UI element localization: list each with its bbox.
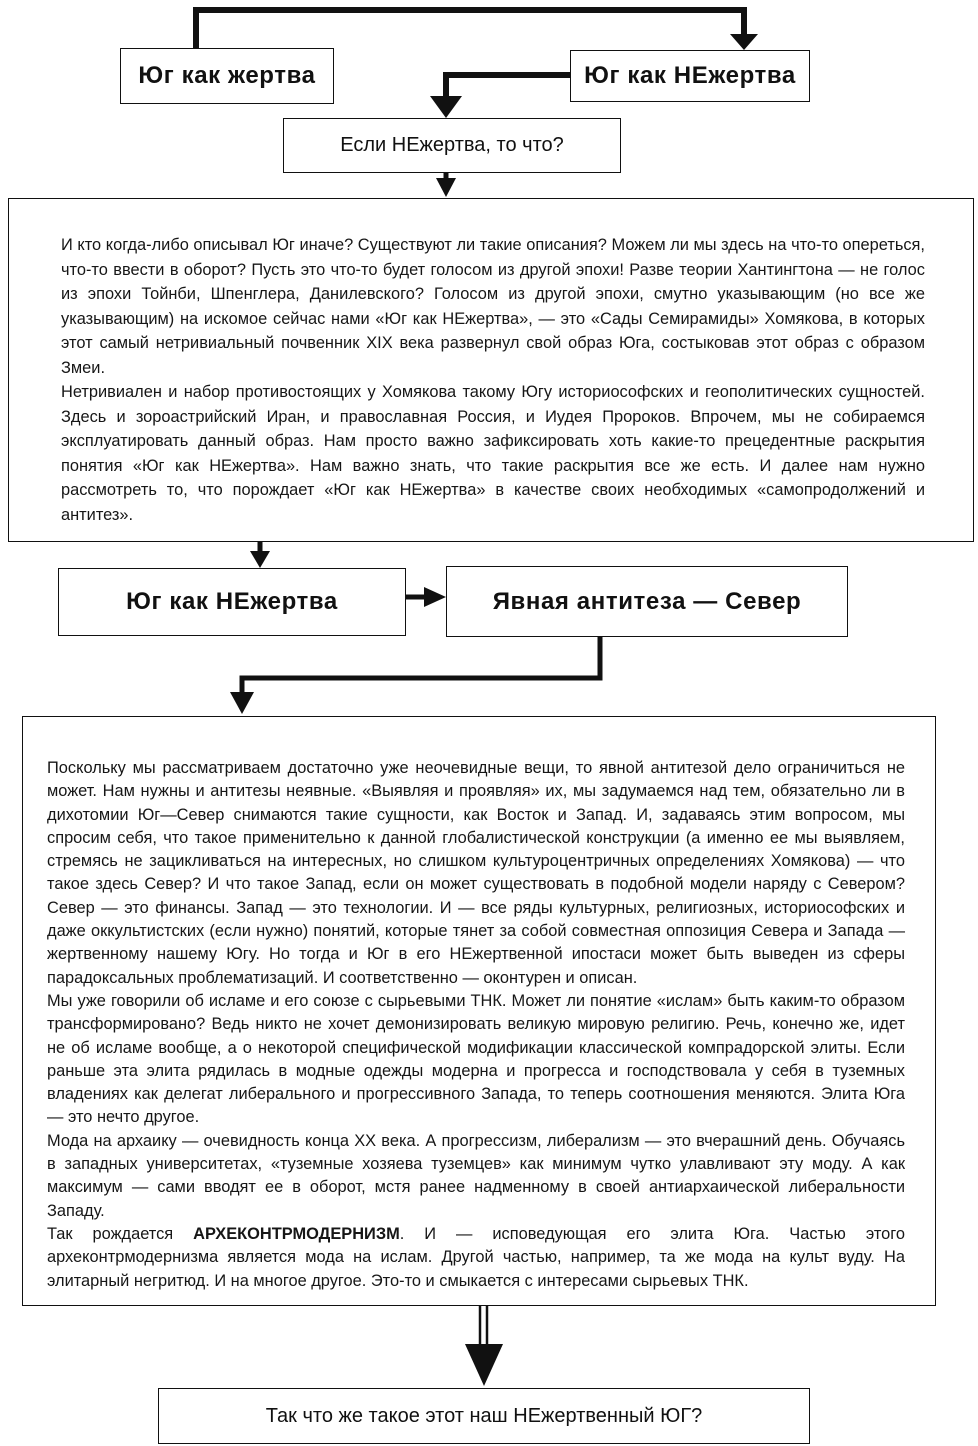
arrowhead-into-antithesis xyxy=(424,587,446,607)
text-block-precedents-paragraph-2: Нетривиален и набор противостоящих у Хомякова такому Югу историософских и геополитических сущностей. Здесь и зороастрийский Иран, и православная Россия, и Иудея Пророков. Впрочем, мы не собираемся эксплуатировать данный образ. Нам просто важно зафиксировать хоть какие-то прецедентные раскрытия понятия «Юг как НЕжертва». Нам важно знать, что такие раскрытия все же есть. И далее нам нужно рассмотреть то, что порождает «Юг как НЕжертва» в качестве своих необходимых «самопродолжений и антитез». xyxy=(61,383,925,524)
arrowhead-into-nonvictim xyxy=(730,34,758,50)
text-block-implicit-antitheses-paragraph-4 xyxy=(47,1223,905,1293)
text-block-precedents-paragraph-1: И кто когда-либо описывал Юг иначе? Существуют ли такие описания? Можем ли мы здесь на что-то опереться, что-то ввести в оборот? Пусть это что-то будет голосом из другой эпохи! Разве теории Хантингтона — не голос из эпохи Тойнби, Шпенглера, Данилевского? Голосом из другой эпохи, смутно указывающим (но все же указывающим) на искомое сейчас нами «Юг как НЕжертва», — это «Сады Семирамиды» Хомякова, в которых этот самый нетривиальный почвенник XIX века развернул свой образ Юга, состыковав этот образ с образом Змеи. xyxy=(61,236,925,377)
node-south-as-nonvictim-top xyxy=(570,50,810,102)
node-south-as-nonvictim-top-label: Юг как НЕжертва xyxy=(584,62,796,89)
term-archecontrmodernism: АРХЕКОНТРМОДЕРНИЗМ xyxy=(193,1224,400,1243)
node-final-question xyxy=(158,1388,810,1444)
node-south-as-nonvictim-mid-label: Юг как НЕжертва xyxy=(126,588,338,615)
node-explicit-antithesis-north xyxy=(446,566,848,637)
arrowhead-into-text1 xyxy=(436,178,456,197)
node-south-as-victim xyxy=(120,48,334,104)
connector-nonvictim-to-question xyxy=(446,75,570,98)
arrowhead-into-text2 xyxy=(230,692,254,714)
node-south-as-victim-label: Юг как жертва xyxy=(138,62,316,89)
node-south-as-nonvictim-mid xyxy=(58,568,406,636)
arrowhead-into-mid-nonvictim xyxy=(250,551,270,568)
paragraph-4-rest: . И — исповедующая его элита Юга. Частью этого археконтрмодернизма является мода на ислам. Другой частью, например, та же мода на культ вуду. На элитарный негритюд. И на многое другое. Это-то и смыкается с интересами сырьевых ТНК. xyxy=(47,1224,905,1290)
node-final-question-label: Так что же такое этот наш НЕжертвенный ЮГ? xyxy=(265,1404,703,1427)
text-block-precedents xyxy=(8,198,974,542)
paragraph-4-lead: Так рождается xyxy=(47,1224,194,1243)
node-if-nonvictim-question-label: Если НЕжертва, то что? xyxy=(340,134,564,156)
connector-antithesis-to-text2 xyxy=(242,636,600,694)
text-block-implicit-antitheses xyxy=(22,716,936,1306)
node-explicit-antithesis-north-label: Явная антитеза — Север xyxy=(492,587,802,615)
arrowhead-into-question xyxy=(430,96,462,118)
connector-victim-to-nonvictim xyxy=(196,10,744,48)
text-block-implicit-antitheses-paragraph-1: Поскольку мы рассматриваем достаточно уже неочевидные вещи, то явной антитезой дело ограничиться не может. Нам нужны и антитезы неявные. «Выявляя и проявляя» их, мы задумаемся над тем, обязательно ли в дихотомии Юг—Север снимаются такие сущности, как Восток и Запад. И, задаваясь этим вопросом, мы спросим себя, что такое применительно к данной глобалистической конструкции (а именно ее мы выявляем, стремясь не зацикливаться на интересных, но слишком культуроцентричных определениях Хомякова) — что такое здесь Север? И что такое Запад, если он может существовать в подобной модели наряду с Севером? Север — это финансы. Запад — это технологии. И — все ряды культурных, религиозных, историософских и даже оккультистских (если нужно) понятий, которые тянет за собой совместная оппозиция Севера и Запада — жертвенному нашему Югу. Но тогда и Юг в его НЕжертвенной ипостаси может быть выведен из сферы парадоксальных проблематизаций. И соответственно — оконтурен и описан. xyxy=(47,759,905,987)
arrowhead-into-final-question xyxy=(465,1344,503,1386)
text-block-implicit-antitheses-paragraph-3: Мода на архаику — очевидность конца XX века. А прогрессизм, либерализм — это вчерашний день. Обучаясь в западных университетах, «туземные хозяева туземцев» как минимум чутко улавливают эту моду. А как максимум — сами вводят ее в оборот, мстя ранее надменному в своей антиархаической либеральности Западу. xyxy=(47,1131,905,1220)
node-if-nonvictim-question xyxy=(283,118,621,173)
text-block-implicit-antitheses-paragraph-2: Мы уже говорили об исламе и его союзе с сырьевыми ТНК. Может ли понятие «ислам» быть каким-то образом трансформировано? Ведь никто не хочет демонизировать великую мировую религию. Речь, конечно же, идет не об исламе вообще, а о некоторой специфической модификации классической компрадорской элиты. Если раньше эта элита рядилась в модные одежды модерна и прогресса и господствовала у себя в туземных владениях как делегат либерального и прогрессивного Запада, то теперь соотношения меняются. Элита Юга — это нечто другое. xyxy=(47,991,905,1127)
